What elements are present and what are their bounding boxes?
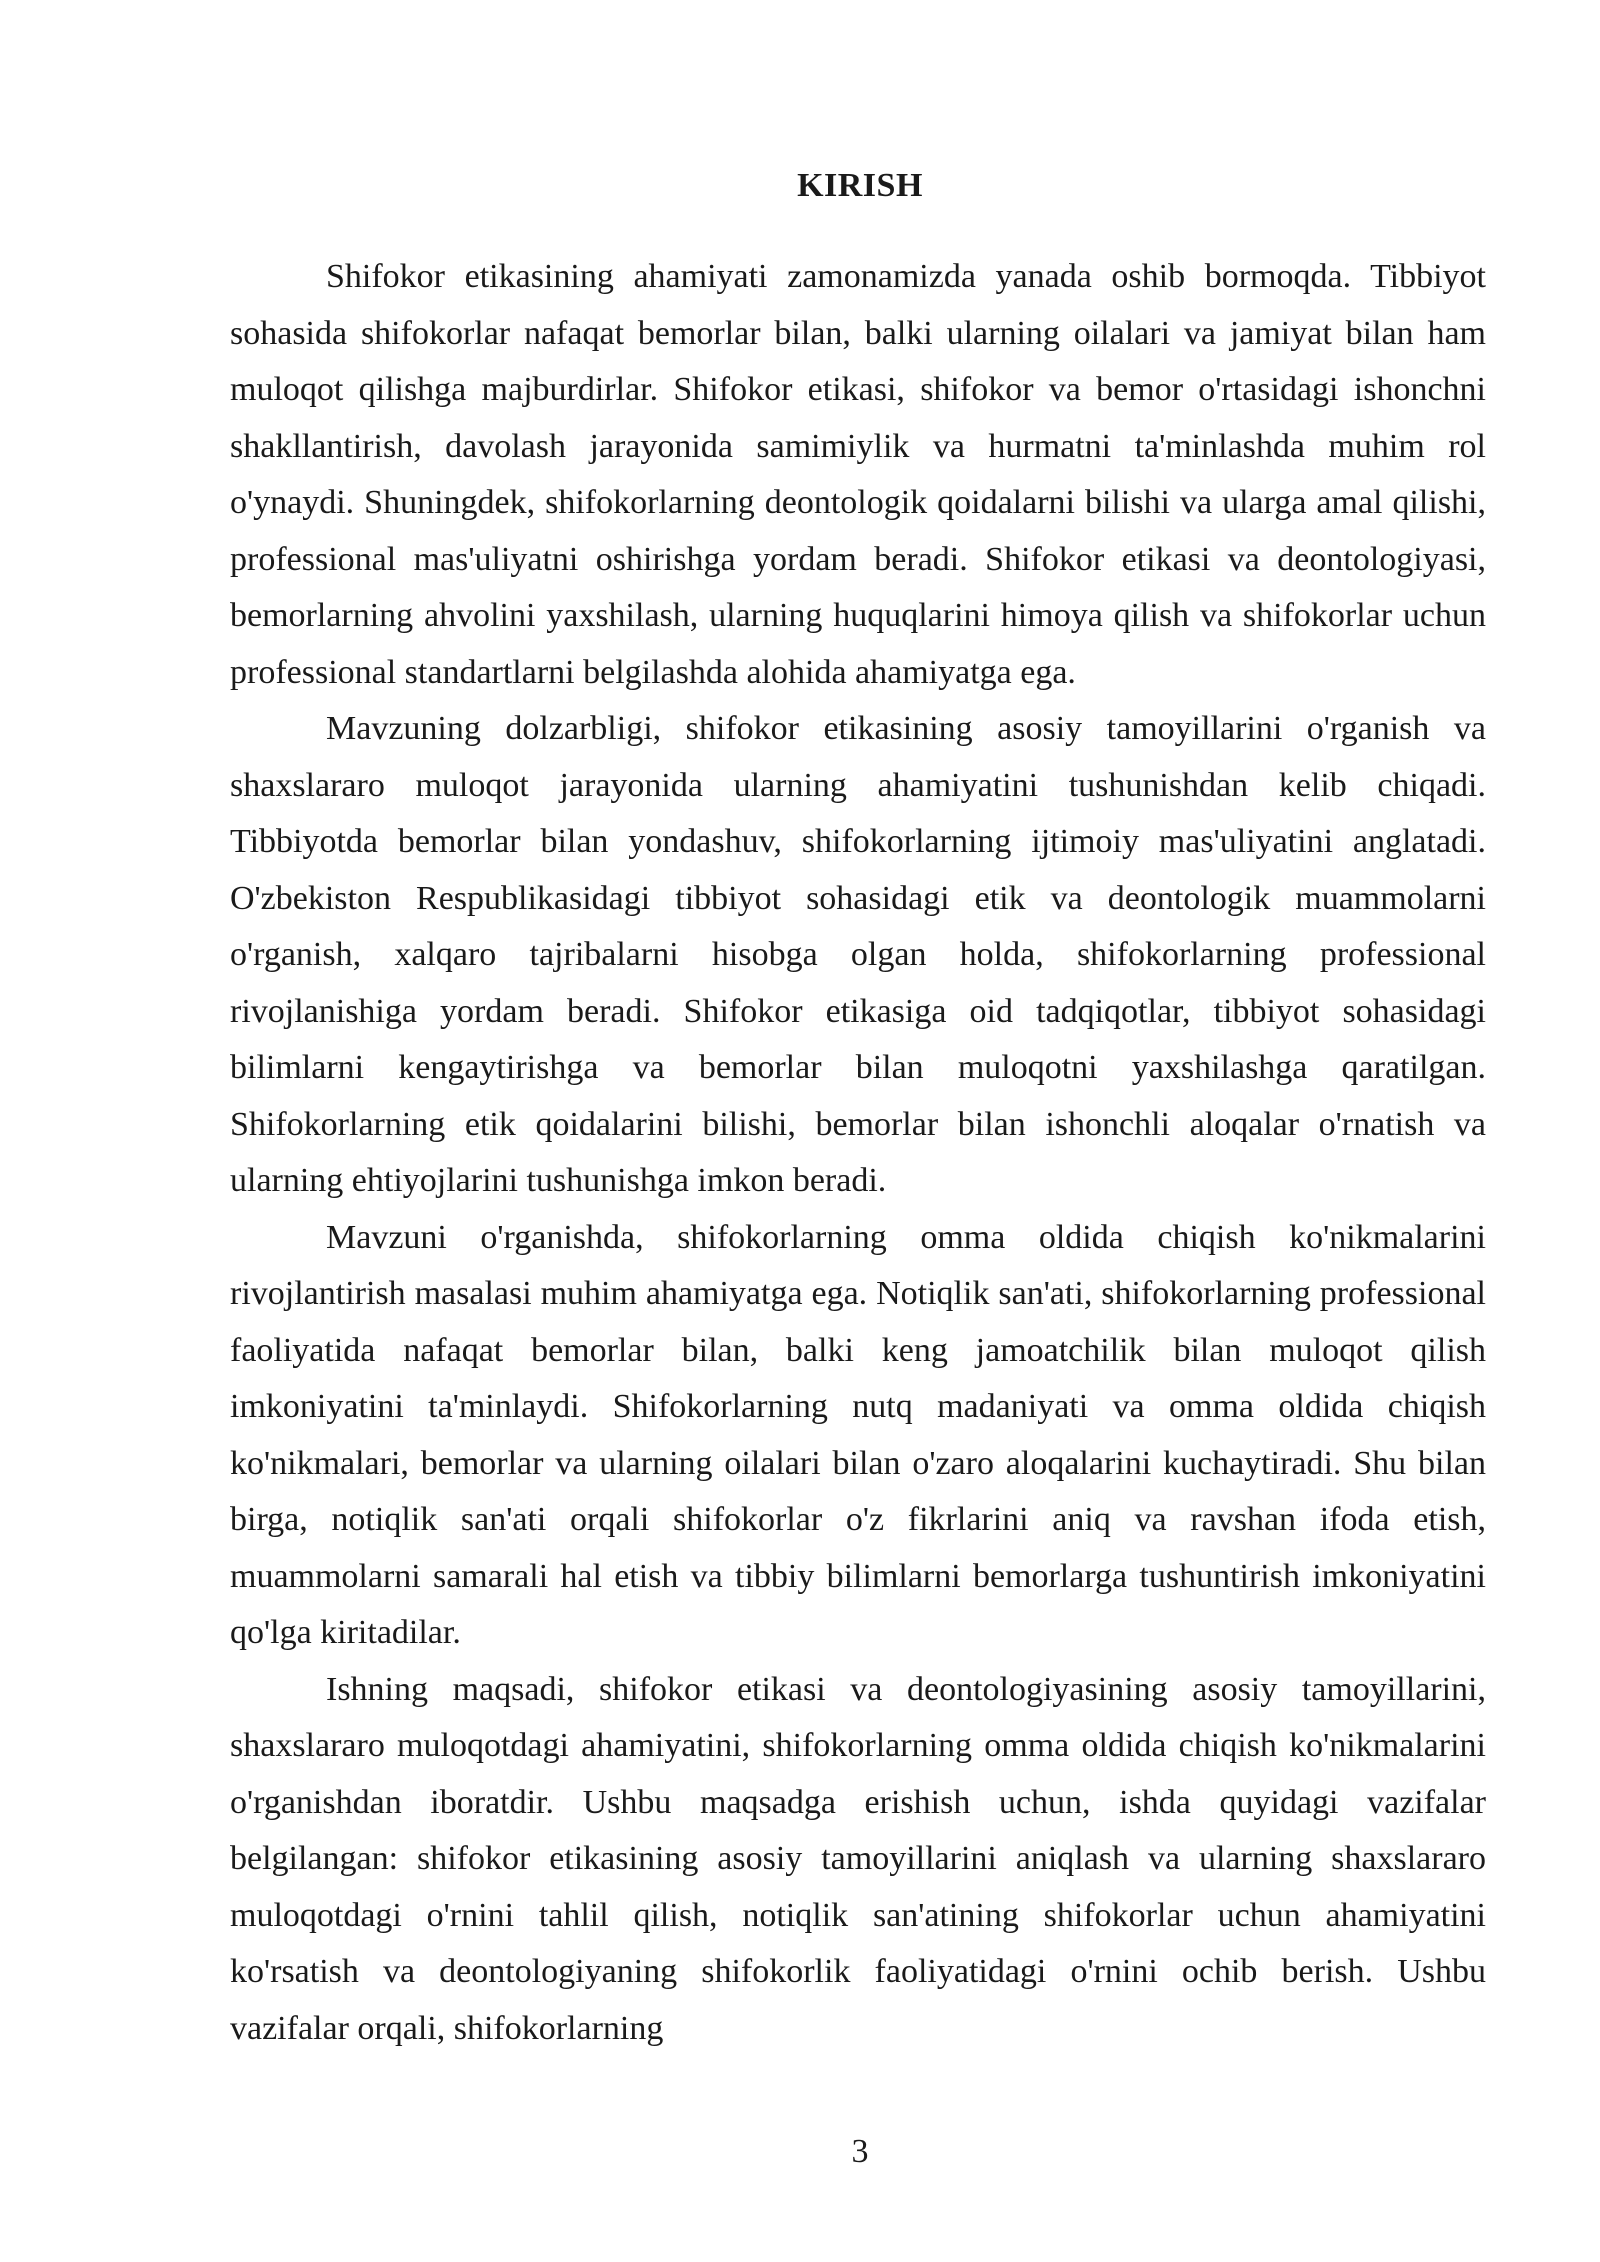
page-number: 3 bbox=[851, 2133, 869, 2170]
paragraph-3: Mavzuni o'rganishda, shifokorlarning omma oldida chiqish ko'nikmalarini rivojlantirish masalasi muhim ahamiyatga ega. Notiqlik san'ati, shifokorlarning professional faoliyatida nafaqat bemorlar bilan, balki keng jamoatchilik bilan muloqot qilish imkoniyatini ta'minlaydi. Shifokorlarning nutq madaniyati va omma oldida chiqish ko'nikmalari, bemorlar va ularning oilalari bilan o'zaro aloqalarini kuchaytiradi. Shu bilan birga, notiqlik san'ati orqali shifokorlar o'z fikrlarini aniq va ravshan ifoda etish, muammolarni samarali hal etish va tibbiy bilimlarni bemorlarga tushuntirish imkoniyatini qo'lga kiritadilar. bbox=[230, 1218, 1486, 1651]
paragraph-4: Ishning maqsadi, shifokor etikasi va deontologiyasining asosiy tamoyillarini, shaxslararo muloqotdagi ahamiyatini, shifokorlarning omma oldida chiqish ko'nikmalarini o'rganishdan iboratdir. Ushbu maqsadga erishish uchun, ishda quyidagi vazifalar belgilangan: shifokor etikasining asosiy tamoyillarini aniqlash va ularning shaxslararo muloqotdagi o'rnini tahlil qilish, notiqlik san'atining shifokorlar uchun ahamiyatini ko'rsatish va deontologiyaning shifokorlik faoliyatidagi o'rnini ochib berish. Ushbu vazifalar orqali, shifokorlarning bbox=[230, 1670, 1486, 2047]
body-text bbox=[230, 249, 1486, 2057]
section-heading: KIRISH bbox=[797, 167, 923, 204]
paragraph-2: Mavzuning dolzarbligi, shifokor etikasining asosiy tamoyillarini o'rganish va shaxslararo muloqot jarayonida ularning ahamiyatini tushunishdan kelib chiqadi. Tibbiyotda bemorlar bilan yondashuv, shifokorlarning ijtimoiy mas'uliyatini anglatadi. O'zbekiston Respublikasidagi tibbiyot sohasidagi etik va deontologik muammolarni o'rganish, xalqaro tajribalarni hisobga olgan holda, shifokorlarning professional rivojlanishiga yordam beradi. Shifokor etikasiga oid tadqiqotlar, tibbiyot sohasidagi bilimlarni kengaytirishga va bemorlar bilan muloqotni yaxshilashga qaratilgan. Shifokorlarning etik qoidalarini bilishi, bemorlar bilan ishonchli aloqalar o'rnatish va ularning ehtiyojlarini tushunishga imkon beradi. bbox=[230, 710, 1486, 1199]
paragraph-1: Shifokor etikasining ahamiyati zamonamizda yanada oshib bormoqda. Tibbiyot sohasida shifokorlar nafaqat bemorlar bilan, balki ularning oilalari va jamiyat bilan ham muloqot qilishga majburdirlar. Shifokor etikasi, shifokor va bemor o'rtasidagi ishonchni shakllantirish, davolash jarayonida samimiylik va hurmatni ta'minlashda muhim rol o'ynaydi. Shuningdek, shifokorlarning deontologik qoidalarni bilishi va ularga amal qilishi, professional mas'uliyatni oshirishga yordam beradi. Shifokor etikasi va deontologiyasi, bemorlarning ahvolini yaxshilash, ularning huquqlarini himoya qilish va shifokorlar uchun professional standartlarni belgilashda alohida ahamiyatga ega. bbox=[230, 258, 1486, 691]
